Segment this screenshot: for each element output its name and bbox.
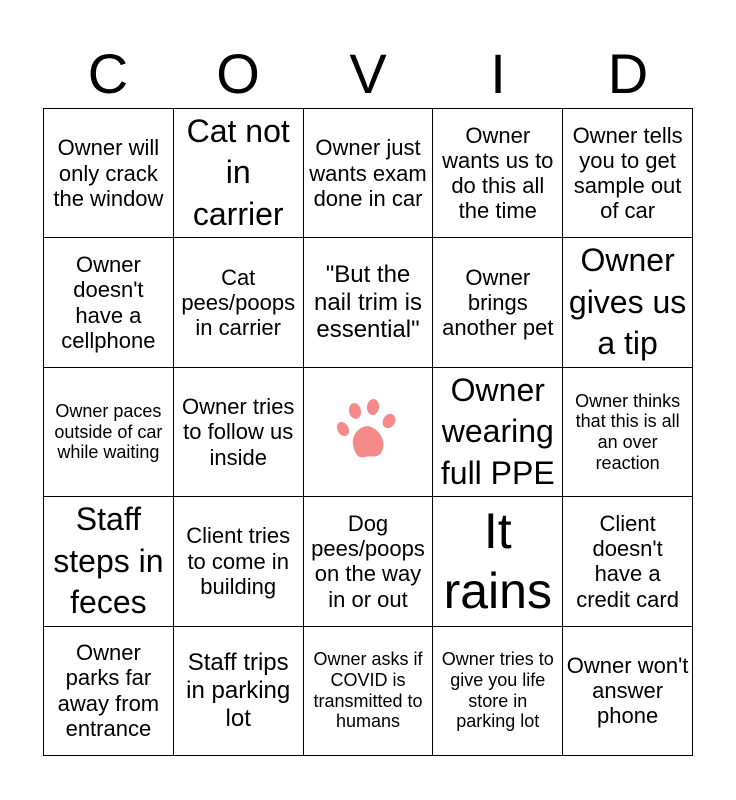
header-letter-d: D [607,42,649,105]
header-letter-o: O [216,42,260,105]
bingo-cell[interactable] [174,109,304,238]
bingo-cell[interactable] [563,238,693,367]
header-letter-v: V [349,42,387,105]
bingo-cell[interactable] [174,627,304,756]
cell-text: Owner wants us to do this all the time [442,122,554,224]
bingo-cell[interactable] [174,368,304,497]
cell-text: Client tries to come in building [186,523,291,600]
cell-text: Owner doesn't have a cellphone [61,252,156,353]
bingo-cell[interactable] [304,497,434,626]
cell-text: Owner thinks that this is all an over reaction [575,390,681,473]
cell-text: Owner asks if COVID is transmitted to humans [313,649,423,732]
cell-text: Cat pees/poops in carrier [181,264,296,341]
bingo-cell[interactable] [174,497,304,626]
bingo-cell[interactable] [433,627,563,756]
header-letter-c: C [87,42,129,105]
bingo-cell[interactable] [44,627,174,756]
bingo-cell[interactable] [433,497,563,626]
paw-print-icon [333,397,403,467]
bingo-cell[interactable] [433,109,563,238]
cell-text: Dog pees/poops on the way in or out [311,510,425,612]
cell-text: Owner tells you to get sample out of car [572,122,683,224]
free-space-cell[interactable] [304,368,434,497]
bingo-cell[interactable] [433,238,563,367]
bingo-cell[interactable] [563,497,693,626]
cell-text: Owner won't answer phone [566,652,689,729]
cell-text: Owner brings another pet [442,264,554,341]
cell-text: "But the nail trim is essential" [313,261,422,344]
cell-text: Staff steps in feces [53,501,164,621]
bingo-cell[interactable] [44,238,174,367]
cell-text: Client doesn't have a credit card [576,510,679,612]
cell-text: Staff trips in parking lot [186,649,291,732]
bingo-cell[interactable] [174,238,304,367]
cell-text: Cat not in carrier [186,112,290,232]
bingo-cell[interactable] [304,109,434,238]
bingo-cell[interactable] [563,109,693,238]
cell-text: Owner wearing full PPE [440,371,555,491]
bingo-card-grid [43,108,693,756]
bingo-cell[interactable] [44,109,174,238]
bingo-header [43,40,693,108]
cell-text: Owner parks far away from entrance [57,640,160,742]
bingo-cell[interactable] [563,627,693,756]
cell-text: It rains [443,503,552,620]
cell-text: Owner tries to follow us inside [181,394,295,470]
bingo-cell[interactable] [304,627,434,756]
cell-text: Owner just wants exam done in car [309,135,427,211]
cell-text: Owner will only crack the window [53,135,164,211]
bingo-cell[interactable] [44,497,174,626]
cell-text: Owner paces outside of car while waiting [54,400,163,463]
header-letter-i: I [490,42,506,105]
bingo-cell[interactable] [563,368,693,497]
bingo-cell[interactable] [304,238,434,367]
cell-text: Owner tries to give you life store in parking lot [441,649,554,732]
cell-text: Owner gives us a tip [568,242,687,362]
bingo-cell[interactable] [44,368,174,497]
bingo-cell[interactable] [433,368,563,497]
